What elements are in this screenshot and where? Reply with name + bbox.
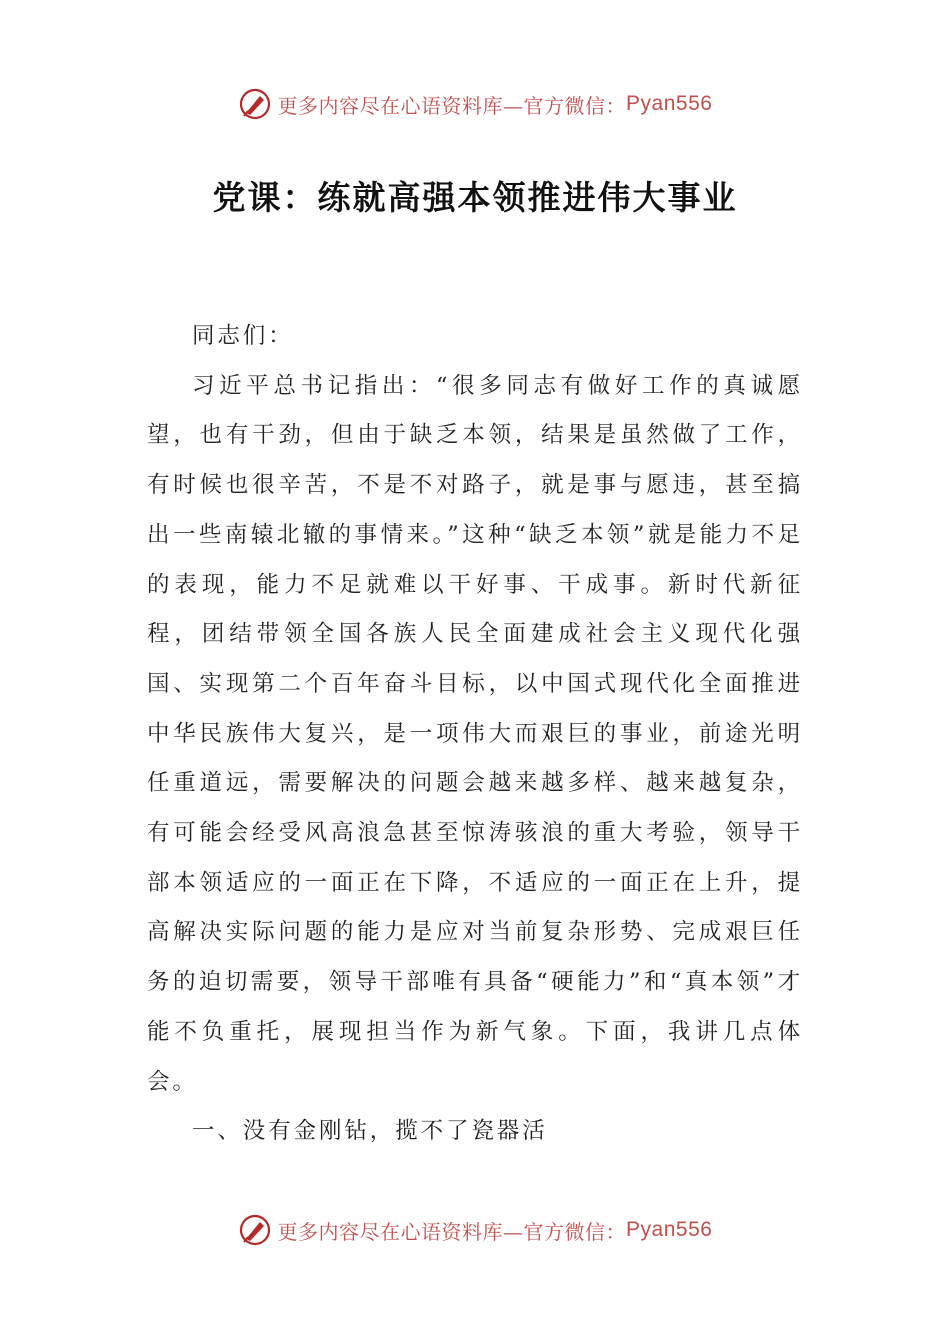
salutation: 同志们： xyxy=(192,323,294,349)
banner-wechat-id: Pyan556 xyxy=(626,1218,713,1241)
document-title: 党课：练就高强本领推进伟大事业 xyxy=(212,178,738,217)
body-paragraph: 习近平总书记指出：“很多同志有做好工作的真诚愿望，也有干劲，但由于缺乏本领，结果是虽然做了工作，有时候也很辛苦，不是不对路子，就是事与愿违，甚至搞出一些南辕北辙的事情来。”这种“缺乏本领”就是能力不足的表现，能力不足就难以干好事、干成事。新时代新征程，团结带领全国各族人民全面建成社会主义现代化强国、实现第二个百年奋斗目标，以中国式现代化全面推进中华民族伟大复兴，是一项伟大而艰巨的事业，前途光明任重道远，需要解决的问题会越来越多样、越来越复杂，有可能会经受风高浪急甚至惊涛骇浪的重大考验，领导干部本领适应的一面正在下降，不适应的一面正在上升，提高解决实际问题的能力是应对当前复杂形势、完成艰巨任务的迫切需要，领导干部唯有具备“硬能力”和“真本领”才能不负重托，展现担当作为新气象。下面，我讲几点体会。 xyxy=(147,372,803,1095)
banner-brand-text: 更多内容尽在心语资料库—官方微信： xyxy=(277,93,627,118)
section-heading: 一、没有金刚钻，揽不了瓷器活 xyxy=(192,1118,548,1145)
pen-nib-logo-icon xyxy=(238,87,272,121)
header-watermark-banner xyxy=(0,84,950,124)
banner-brand-text: 更多内容尽在心语资料库—官方微信： xyxy=(277,1219,627,1244)
pen-nib-logo-icon xyxy=(238,1213,272,1247)
footer-watermark-banner xyxy=(0,1210,950,1250)
document-body xyxy=(147,312,803,1157)
banner-wechat-id: Pyan556 xyxy=(626,92,713,115)
